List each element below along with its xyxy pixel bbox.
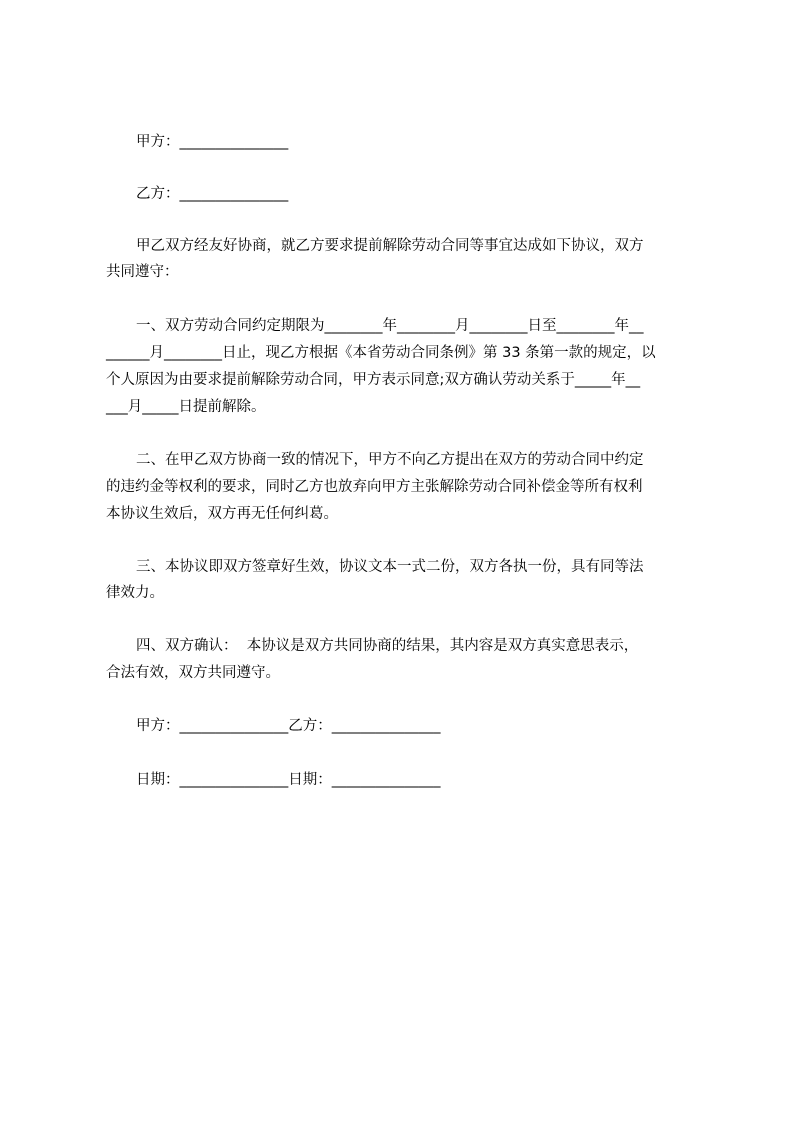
clause2-line-3: 本协议生效后，双方再无任何纠葛。 [106,506,338,522]
clause1-line-4: ___月_____日提前解除。 [106,399,266,415]
intro-line-1: 甲乙双方经友好协商，就乙方要求提前解除劳动合同等事宜达成如下协议，双方 [136,238,644,254]
party-a-line: 甲方：_______________ [136,134,289,150]
clause2-line-1: 二、在甲乙双方协商一致的情况下，甲方不向乙方提出在双方的劳动合同中约定 [136,452,644,468]
clause3-line-2: 律效力。 [106,585,164,601]
party-b-line: 乙方：_______________ [136,186,289,202]
signature-line: 甲方：_______________乙方：_______________ [136,718,441,734]
intro-line-2: 共同遵守： [106,264,179,280]
clause3-line-1: 三、本协议即双方签章好生效，协议文本一式二份，双方各执一份，具有同等法 [136,559,644,575]
clause1-line-2: ______月________日止，现乙方根据《本省劳动合同条例》第 33 条第一款的规定，以 [106,345,656,361]
clause4-line-2: 合法有效，双方共同遵守。 [106,665,280,681]
date-line: 日期：_______________日期：_______________ [136,772,441,788]
clause1-line-1: 一、双方劳动合同约定期限为________年________月________日至________年__ [136,318,644,334]
clause1-line-3: 个人原因为由要求提前解除劳动合同，甲方表示同意;双方确认劳动关系于_____年__ [106,372,641,388]
clause2-line-2: 的违约金等权利的要求，同时乙方也放弃向甲方主张解除劳动合同补偿金等所有权利 [106,479,643,495]
clause4-line-1: 四、双方确认： 本协议是双方共同协商的结果，其内容是双方真实意思表示， [136,638,639,654]
